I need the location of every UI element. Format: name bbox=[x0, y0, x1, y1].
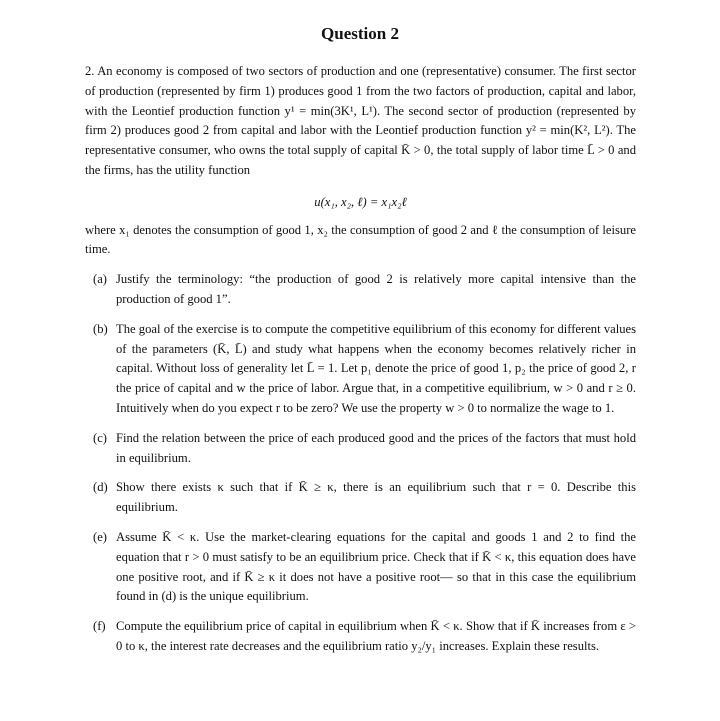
sub-question-label: (b) bbox=[93, 321, 108, 336]
intro-paragraph: 2. An economy is composed of two sectors of production and one (representative) consumer. The first sector of production (represented by firm 1) produces good 1 from the two factors of production, capital and labor, with the Leontief production function y¹ = min(3K¹, L¹). The second sector of production (represented by firm 2) produces good 2 from capital and labor with the Leontief production function y² = min(K², L²). The representative consumer, who owns the total supply of capital K̄ > 0, the total supply of labor time L̄ > 0 and the firms, has the utility function bbox=[85, 64, 636, 177]
sub-question-a bbox=[85, 270, 636, 310]
sub-question-text: Compute the equilibrium price of capital in equilibrium when K̄ < κ. Show that if K̄ increases from ε > 0 to κ, the interest rate decreases and the equilibrium ratio y₂/y₁ increases. Explain these results. bbox=[116, 619, 636, 653]
sub-question-list bbox=[85, 270, 636, 657]
sub-question-text: Justify the terminology: “the production of good 2 is relatively more capital intensive than the production of good 1”. bbox=[116, 272, 636, 306]
sub-question-label: (a) bbox=[93, 272, 107, 287]
sub-question-f bbox=[85, 617, 636, 657]
sub-question-text: Find the relation between the price of each produced good and the prices of the factors that must hold in equilibrium. bbox=[116, 430, 636, 465]
sub-question-b bbox=[85, 320, 636, 419]
sub-question-e bbox=[85, 528, 636, 607]
sub-question-c bbox=[85, 429, 636, 469]
utility-equation: u(x₁, x₂, ℓ) = x₁x₂ℓ bbox=[314, 194, 407, 209]
sub-question-label: (d) bbox=[93, 480, 108, 495]
sub-question-label: (f) bbox=[93, 619, 106, 634]
sub-question-text: Assume K̄ < κ. Use the market-clearing equations for the capital and goods 1 and 2 to find the equation that r > 0 must satisfy to be an equilibrium price. Check that if K̄ < κ, this equation does have one positive root, and if K̄ ≥ κ it does not have a positive root— so that in this case the equilibrium found in (d) is the unique equilibrium. bbox=[116, 529, 636, 604]
sub-question-label: (c) bbox=[93, 430, 107, 445]
definition-paragraph: where x₁ denotes the consumption of good 1, x₂ the consumption of good 2 and ℓ the consumption of leisure time. bbox=[85, 222, 636, 257]
sub-question-text: Show there exists κ such that if K̄ ≥ κ, there is an equilibrium such that r = 0. Describe this equilibrium. bbox=[116, 480, 636, 515]
sub-question-d bbox=[85, 478, 636, 518]
sub-question-label: (e) bbox=[93, 529, 107, 544]
question-title: Question 2 bbox=[321, 24, 399, 43]
sub-question-text: The goal of the exercise is to compute the competitive equilibrium of this economy for different values of the parameters (K̄, L̄) and study what happens when the economy becomes relatively richer in capital. Without loss of generality let L̄ = 1. Let p₁ denote the price of good 1, p₂ the price of good 2, r the price of capital and w the price of labor. Argue that, in a competitive equilibrium, w > 0 and r ≥ 0. Intuitively when do you expect r to be zero? We use the property w > 0 to normalize the wage to 1. bbox=[116, 321, 636, 415]
question-body bbox=[85, 62, 636, 667]
